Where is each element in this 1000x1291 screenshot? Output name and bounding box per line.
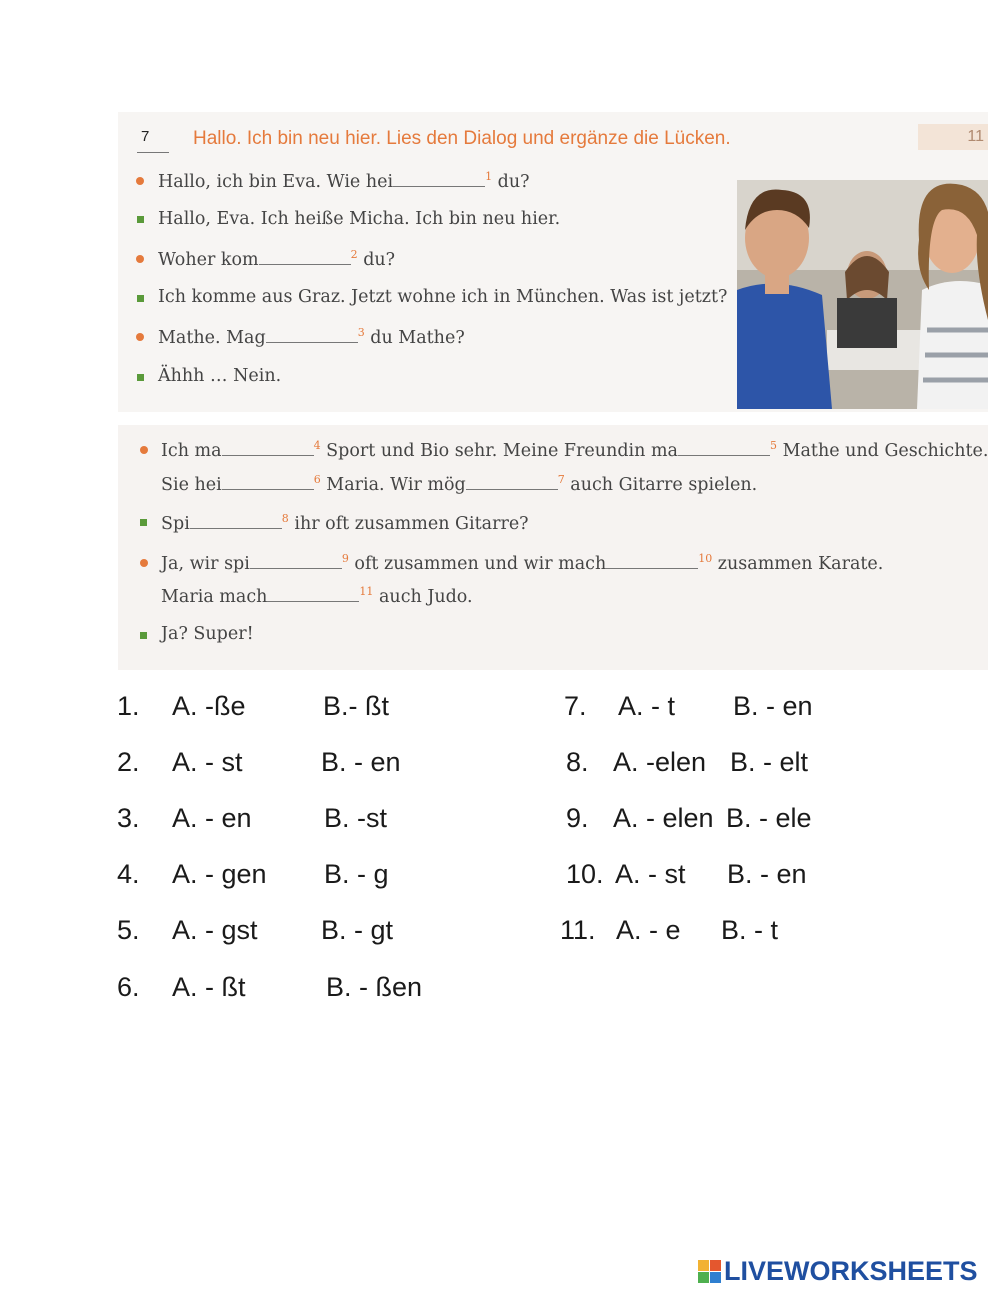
dialog-line-9: Spi $^8$ ihr oft zusammen Gitarre? xyxy=(161,512,529,534)
logo-blocks-icon xyxy=(698,1260,721,1283)
option-b[interactable]: B. - en xyxy=(727,859,807,889)
answer-number: 6. xyxy=(117,972,140,1002)
option-b[interactable]: B. - en xyxy=(321,747,401,777)
gap-11 xyxy=(267,585,359,602)
answer-number: 11. xyxy=(560,915,596,945)
answer-number: 3. xyxy=(117,803,140,833)
option-b[interactable]: B.- ßt xyxy=(323,691,389,721)
gap-3 xyxy=(266,326,358,343)
option-b[interactable]: B. - en xyxy=(733,691,813,721)
students-illustration xyxy=(737,180,988,409)
option-a[interactable]: A. - gen xyxy=(172,859,267,889)
speaker-b-bullet xyxy=(140,519,147,526)
classroom-photo xyxy=(737,180,988,409)
answer-number: 4. xyxy=(117,859,140,889)
dialog-line-8: Sie hei $^6$ Maria. Wir mög $^7$ auch Gitarre spielen. xyxy=(161,473,758,495)
gap-10 xyxy=(606,552,698,569)
answer-number: 10. xyxy=(566,859,604,889)
gap-1 xyxy=(393,170,485,187)
gap-6 xyxy=(222,473,314,490)
dialog-line-10: Ja, wir spi $^9$ oft zusammen und wir mach $^{10}$ zusammen Karate. xyxy=(161,552,884,574)
dialog-line-6: Ähhh … Nein. xyxy=(158,366,282,386)
option-b[interactable]: B. -st xyxy=(324,803,388,833)
speaker-a-bullet xyxy=(140,559,148,567)
speaker-b-bullet xyxy=(137,374,144,381)
exercise-title: Hallo. Ich bin neu hier. Lies den Dialog und ergänze die Lücken. xyxy=(193,128,731,149)
option-b[interactable]: B. - ßen xyxy=(326,972,423,1002)
speaker-b-bullet xyxy=(137,216,144,223)
dialog-line-11: Maria mach $^{11}$ auch Judo. xyxy=(161,585,473,607)
option-a[interactable]: A. - elen xyxy=(613,803,714,833)
answer-number: 7. xyxy=(564,691,587,721)
speaker-a-bullet xyxy=(136,177,144,185)
gap-5 xyxy=(678,439,770,456)
dialog-line-4: Ich komme aus Graz. Jetzt wohne ich in München. Was ist jetzt? xyxy=(158,287,728,307)
option-b[interactable]: B. - t xyxy=(721,915,779,945)
option-a[interactable]: A. - t xyxy=(618,691,676,721)
gap-9 xyxy=(250,552,342,569)
answer-number: 5. xyxy=(117,915,140,945)
answer-number: 9. xyxy=(566,803,589,833)
exercise-number-underline xyxy=(137,152,169,153)
dialog-line-2: Hallo, Eva. Ich heiße Micha. Ich bin neu hier. xyxy=(158,209,561,229)
dialog-line-7: Ich ma $^4$ Sport und Bio sehr. Meine Freundin ma $^5$ Mathe und Geschichte. xyxy=(161,439,989,461)
exercise-number: 7 xyxy=(141,128,150,145)
option-a[interactable]: A. - ßt xyxy=(172,972,246,1002)
option-a[interactable]: A. -elen xyxy=(613,747,707,777)
dialog-line-5: Mathe. Mag $^3$ du Mathe? xyxy=(158,326,465,348)
gap-2 xyxy=(259,248,351,265)
option-b[interactable]: B. - ele xyxy=(726,803,812,833)
option-a[interactable]: A. - e xyxy=(616,915,681,945)
option-b[interactable]: B. - elt xyxy=(730,747,809,777)
option-a[interactable]: A. - en xyxy=(172,803,252,833)
dialog-line-3: Woher kom $^2$ du? xyxy=(158,248,396,270)
option-a[interactable]: A. - st xyxy=(172,747,243,777)
speaker-b-bullet xyxy=(140,632,147,639)
speaker-a-bullet xyxy=(140,446,148,454)
gap-8 xyxy=(190,512,282,529)
option-b[interactable]: B. - g xyxy=(324,859,389,889)
answer-number: 2. xyxy=(117,747,140,777)
logo-text: LIVEWORKSHEETS xyxy=(724,1255,978,1286)
speaker-a-bullet xyxy=(136,333,144,341)
dialog-line-12: Ja? Super! xyxy=(161,624,254,644)
speaker-b-bullet xyxy=(137,295,144,302)
gap-4 xyxy=(222,439,314,456)
answer-number: 8. xyxy=(566,747,589,777)
page-reference: 11 xyxy=(918,124,988,150)
speaker-a-bullet xyxy=(136,255,144,263)
option-a[interactable]: A. - gst xyxy=(172,915,258,945)
option-b[interactable]: B. - gt xyxy=(321,915,394,945)
option-a[interactable]: A. - st xyxy=(615,859,686,889)
dialog-line-1: Hallo, ich bin Eva. Wie hei $^1$ du? xyxy=(158,170,530,192)
liveworksheets-logo xyxy=(698,1256,978,1286)
option-a[interactable]: A. -ße xyxy=(172,691,246,721)
gap-7 xyxy=(466,473,558,490)
answer-number: 1. xyxy=(117,691,140,721)
